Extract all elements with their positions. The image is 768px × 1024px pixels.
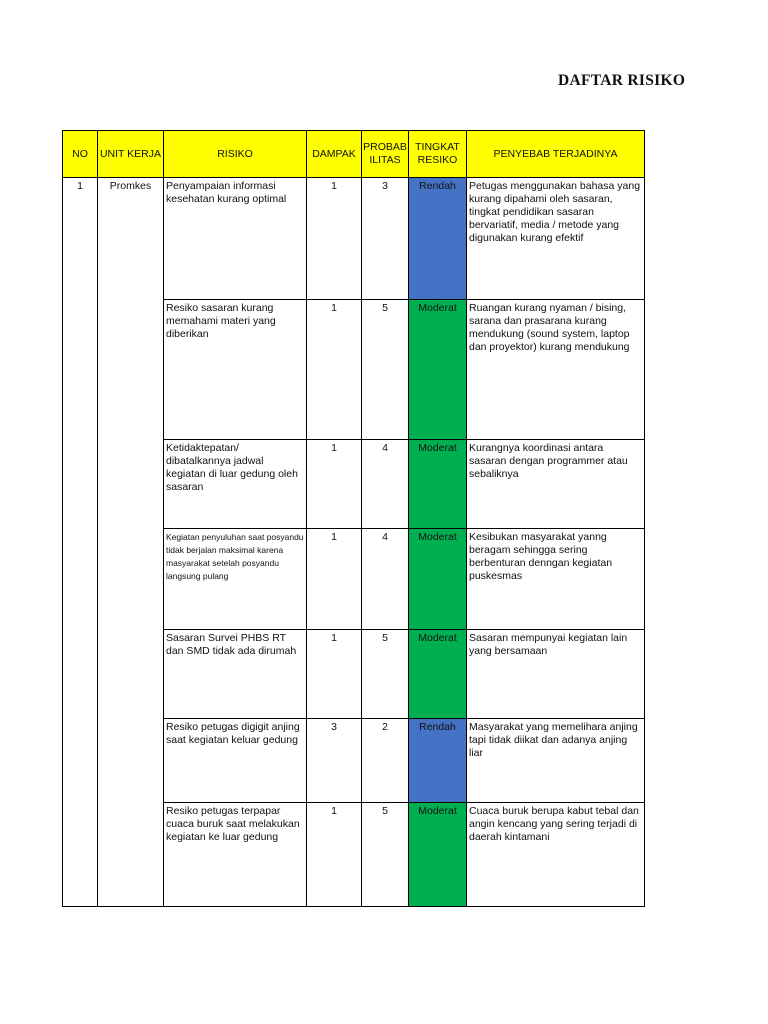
dampak-cell: 1 (307, 299, 362, 440)
probabilitas-cell: 5 (362, 629, 409, 718)
header-probabilitas (362, 131, 409, 178)
tingkat-resiko-cell: Rendah (409, 719, 467, 802)
header-probabilitas-line2: ILITAS (369, 154, 401, 166)
dampak-cell: 3 (307, 719, 362, 802)
tingkat-resiko-cell: Moderat (409, 529, 467, 629)
risiko-cell: Resiko petugas digigit anjing saat kegiatan keluar gedung (164, 719, 307, 802)
dampak-cell: 1 (307, 440, 362, 529)
header-no: NO (63, 131, 98, 178)
header-tingkat-resiko (409, 131, 467, 178)
penyebab-cell: Sasaran mempunyai kegiatan lain yang bersamaan (467, 629, 645, 718)
header-row (63, 131, 645, 178)
header-tingkat-line1: TINGKAT (415, 141, 460, 153)
tingkat-resiko-cell: Rendah (409, 178, 467, 300)
penyebab-cell: Kurangnya koordinasi antara sasaran dengan programmer atau sebaliknya (467, 440, 645, 529)
penyebab-cell: Petugas menggunakan bahasa yang kurang dipahami oleh sasaran, tingkat pendidikan sasaran bervariatif, media / metode yang digunakan kurang efektif (467, 178, 645, 300)
probabilitas-cell: 2 (362, 719, 409, 802)
header-probabilitas-line1: PROBAB (363, 141, 407, 153)
risiko-cell: Penyampaian informasi kesehatan kurang optimal (164, 178, 307, 300)
row-number: 1 (63, 178, 98, 907)
probabilitas-cell: 4 (362, 440, 409, 529)
dampak-cell: 1 (307, 629, 362, 718)
header-penyebab: PENYEBAB TERJADINYA (467, 131, 645, 178)
tingkat-resiko-cell: Moderat (409, 802, 467, 906)
tingkat-resiko-cell: Moderat (409, 440, 467, 529)
penyebab-cell: Cuaca buruk berupa kabut tebal dan angin kencang yang sering terjadi di daerah kintamani (467, 802, 645, 906)
dampak-cell: 1 (307, 802, 362, 906)
tingkat-resiko-cell: Moderat (409, 299, 467, 440)
header-tingkat-line2: RESIKO (417, 154, 458, 166)
dampak-cell: 1 (307, 178, 362, 300)
probabilitas-cell: 5 (362, 299, 409, 440)
header-unit-kerja: UNIT KERJA (98, 131, 164, 178)
dampak-cell: 1 (307, 529, 362, 629)
risiko-cell: Ketidaktepatan/ dibatalkannya jadwal kegiatan di luar gedung oleh sasaran (164, 440, 307, 529)
header-dampak: DAMPAK (307, 131, 362, 178)
penyebab-cell: Masyarakat yang memelihara anjing tapi tidak diikat dan adanya anjing liar (467, 719, 645, 802)
probabilitas-cell: 5 (362, 802, 409, 906)
risiko-cell: Resiko petugas terpapar cuaca buruk saat melakukan kegiatan ke luar gedung (164, 802, 307, 906)
unit-kerja: Promkes (98, 178, 164, 907)
risiko-cell: Resiko sasaran kurang memahami materi yang diberikan (164, 299, 307, 440)
probabilitas-cell: 4 (362, 529, 409, 629)
table-row (63, 178, 645, 300)
penyebab-cell: Kesibukan masyarakat yanng beragam sehingga sering berbenturan denngan kegiatan puskesmas (467, 529, 645, 629)
risiko-cell: Kegiatan penyuluhan saat posyandu tidak berjalan maksimal karena masyarakat setelah posyandu langsung pulang (164, 529, 307, 629)
penyebab-cell: Ruangan kurang nyaman / bising, sarana dan prasarana kurang mendukung (sound system, laptop dan proyektor) kurang mendukung (467, 299, 645, 440)
risk-table (62, 130, 645, 907)
risiko-cell: Sasaran Survei PHBS RT dan SMD tidak ada dirumah (164, 629, 307, 718)
probabilitas-cell: 3 (362, 178, 409, 300)
tingkat-resiko-cell: Moderat (409, 629, 467, 718)
header-risiko: RISIKO (164, 131, 307, 178)
document-title: DAFTAR RISIKO (558, 72, 686, 89)
